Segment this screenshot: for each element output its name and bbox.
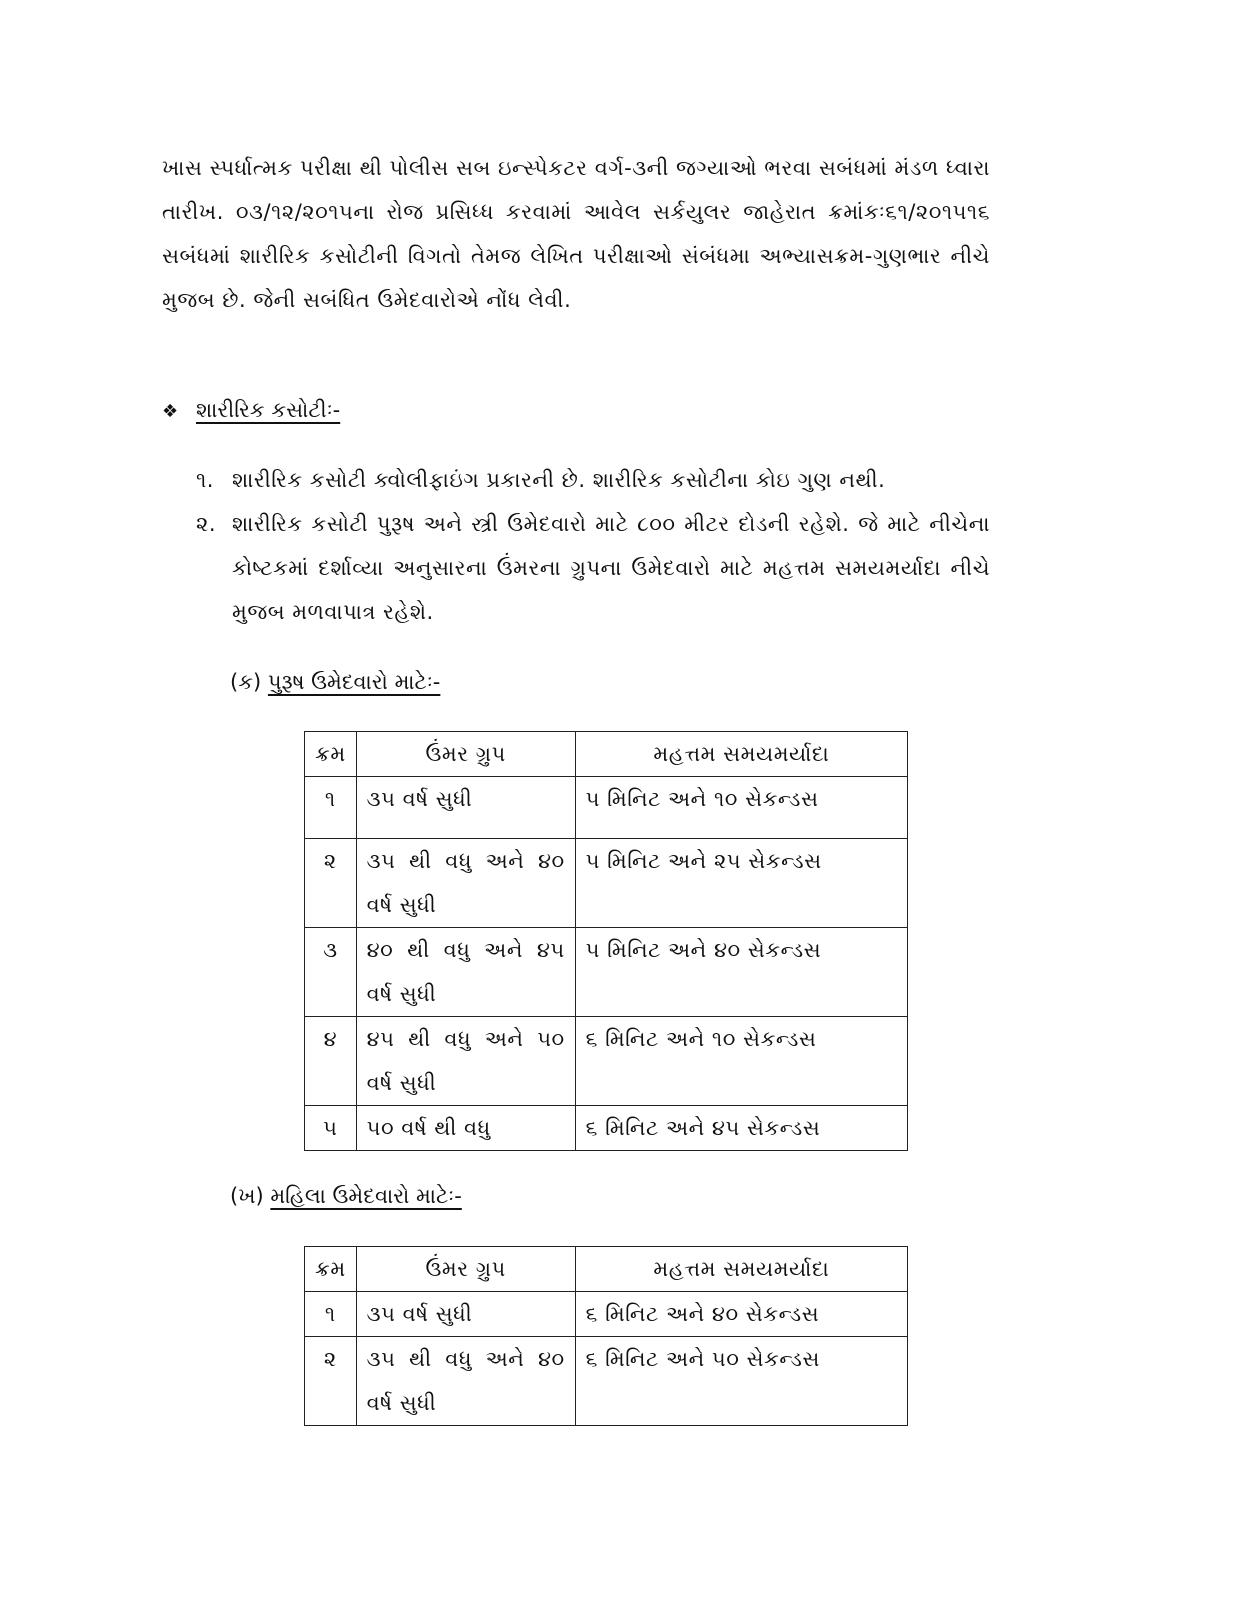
cell-serial: ૨ [305,839,357,928]
cell-serial: ૧ [305,1292,357,1337]
points-list [196,458,990,634]
cell-age-group: ૪૦ થી વધુ અને ૪૫ વર્ષ સુધી [356,928,575,1017]
cell-serial: ૨ [305,1337,357,1426]
table-row [305,928,908,1017]
women-time-table [304,1246,908,1426]
men-subheading-prefix: (ક) [230,670,262,694]
cell-max-time: ૬ મિનિટ અને ૧૦ સેકન્ડસ [575,1017,907,1106]
table-row [305,1017,908,1106]
women-subheading [230,1176,462,1216]
cell-serial: ૧ [305,777,357,839]
cell-age-group: ૩૫ વર્ષ સુધી [356,777,575,839]
men-subheading [230,662,440,702]
table-row [305,839,908,928]
cell-serial: ૩ [305,928,357,1017]
header-age-group: ઉંમર ગ્રુપ [356,1247,575,1292]
section-title: શારીરિક કસોટીઃ- [196,398,341,422]
women-subheading-label: મહિલા ઉમેદવારો માટેઃ- [270,1184,462,1208]
section-heading [162,390,340,432]
cell-age-group: ૩૫ વર્ષ સુધી [356,1292,575,1337]
cell-max-time: ૫ મિનિટ અને ૨૫ સેકન્ડસ [575,839,907,928]
table-header-row [305,1247,908,1292]
cell-age-group: ૪૫ થી વધુ અને ૫૦ વર્ષ સુધી [356,1017,575,1106]
list-item-number: ૧. [196,468,214,492]
header-age-group: ઉંમર ગ્રુપ [356,732,575,777]
cell-max-time: ૫ મિનિટ અને ૧૦ સેકન્ડસ [575,777,907,839]
list-item-text: શારીરિક કસોટી ક્વોલીફાઇંગ પ્રકારની છે. શારીરિક કસોટીના કોઇ ગુણ નથી. [232,468,886,492]
cell-max-time: ૬ મિનિટ અને ૫૦ સેકન્ડસ [575,1337,907,1426]
cell-age-group: ૩૫ થી વધુ અને ૪૦ વર્ષ સુધી [356,839,575,928]
table-header-row [305,732,908,777]
list-item-number: ૨. [196,512,217,536]
header-max-time: મહત્તમ સમયમર્યાદા [575,1247,907,1292]
cell-age-group: ૫૦ વર્ષ થી વધુ [356,1106,575,1151]
header-serial: ક્રમ [305,732,357,777]
list-item [196,502,990,634]
intro-paragraph: ખાસ સ્પર્ધાત્મક પરીક્ષા થી પોલીસ સબ ઇન્સ્પેકટર વર્ગ-૩ની જગ્યાઓ ભરવા સબંધમાં મંડળ ધ્વારા તારીખ. ૦૩/૧૨/૨૦૧૫ના રોજ પ્રસિધ્ધ કરવામાં આવેલ સર્કયુલર જાહેરાત ક્રમાંકઃ૬૧/૨૦૧૫૧૬ સબંધમાં શારીરિક કસોટીની વિગતો તેમજ લેખિત પરીક્ષાઓ સંબંધમા અભ્યાસક્રમ-ગુણભાર નીચે મુજબ છે. જેની સબંધિત ઉમેદવારોએ નોંધ લેવી. [162,156,990,312]
table-row [305,1337,908,1426]
list-item-text: શારીરિક કસોટી પુરૂષ અને સ્ત્રી ઉમેદવારો માટે ૮૦૦ મીટર દોડની રહેશે. જે માટે નીચેના કોષ્ટકમાં દર્શાવ્યા અનુસારના ઉંમરના ગ્રુપના ઉમેદવારો માટે મહત્તમ સમયમર્યાદા નીચે મુજબ મળવાપાત્ર રહેશે. [232,512,990,624]
cell-age-group: ૩૫ થી વધુ અને ૪૦ વર્ષ સુધી [356,1337,575,1426]
header-max-time: મહત્તમ સમયમર્યાદા [575,732,907,777]
cell-max-time: ૬ મિનિટ અને ૪૫ સેકન્ડસ [575,1106,907,1151]
men-subheading-label: પુરૂષ ઉમેદવારો માટેઃ- [267,670,441,694]
list-item [196,458,990,502]
table-row [305,777,908,839]
header-serial: ક્રમ [305,1247,357,1292]
cell-serial: ૪ [305,1017,357,1106]
women-subheading-prefix: (ખ) [230,1184,264,1208]
men-time-table [304,731,908,1151]
table-row [305,1106,908,1151]
cell-max-time: ૫ મિનિટ અને ૪૦ સેકન્ડસ [575,928,907,1017]
cell-serial: ૫ [305,1106,357,1151]
table-row [305,1292,908,1337]
cell-max-time: ૬ મિનિટ અને ૪૦ સેકન્ડસ [575,1292,907,1337]
bullet-icon: ❖ [162,401,179,422]
